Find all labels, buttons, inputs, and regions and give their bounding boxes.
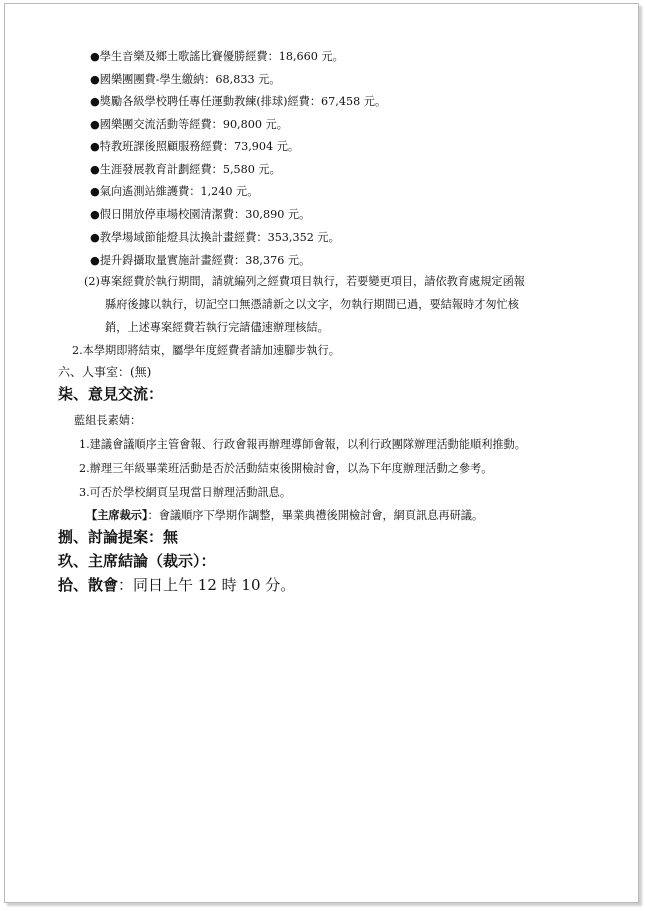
funding-item: ●獎勵各級學校聘任專任運動教練(排球)經費：67,458 元。 bbox=[90, 95, 387, 108]
chair-directive-text: ：會議順序下學期作調整，畢業典禮後開檢討會，網頁訊息再研議。 bbox=[147, 509, 484, 522]
funding-item: ●國樂團團費-學生繳納：68,833 元。 bbox=[90, 73, 281, 86]
section-heading-discussion bbox=[58, 530, 178, 545]
discussion-value: 無 bbox=[163, 528, 179, 546]
funding-item: ●提升鍀攝取量實施計畫經費：38,376 元。 bbox=[90, 254, 311, 267]
speaker-label: 藍組長素婧： bbox=[74, 414, 142, 427]
section-heading-chair-conclusion: 玖、主席結論（裁示）： bbox=[58, 552, 216, 570]
opinion-item: 3.可否於學校網頁呈現當日辦理活動訊息。 bbox=[79, 486, 292, 499]
funding-item: ●學生音樂及鄉土歌謠比賽優勝經費：18,660 元。 bbox=[90, 50, 344, 63]
document-page bbox=[4, 3, 639, 903]
project-note-line: 縣府後據以執行，切記空口無憑請新之以文字，勿執行期間已過，要結報時才匆忙核 bbox=[105, 298, 519, 311]
funding-item: ●生涯發展教育計劃經費：5,580 元。 bbox=[90, 163, 281, 176]
semester-note: 2.本學期即將結束，屬學年度經費者請加速腳步執行。 bbox=[72, 344, 340, 357]
project-note-line: 銷，上述專案經費若執行完請儘速辦理核結。 bbox=[105, 321, 329, 334]
project-note-line: (2)專案經費於執行期間，請就編列之經費項目執行，若要變更項目，請依教育處規定函報 bbox=[84, 275, 525, 288]
opinion-item: 2.辦理三年級畢業班活動是否於活動結束後開檢討會，以為下年度辦理活動之參考。 bbox=[79, 462, 493, 475]
section-heading-adjournment bbox=[58, 578, 295, 593]
opinion-item: 1.建議會議順序主管會報、行政會報再辦理導師會報，以利行政團隊辦理活動能順利推動。 bbox=[79, 438, 526, 451]
section-heading-opinion-exchange: 柒、意見交流： bbox=[58, 385, 164, 403]
adjournment-time: ：同日上午 12 時 10 分。 bbox=[118, 576, 296, 594]
funding-item: ●教學場域節能燈具汰換計畫經費：353,352 元。 bbox=[90, 231, 340, 244]
adjournment-title: 拾、散會 bbox=[58, 576, 119, 594]
personnel-office: 六、人事室：(無) bbox=[58, 365, 152, 379]
funding-item: ●假日開放停車場校園清潔費：30,890 元。 bbox=[90, 208, 311, 221]
chair-directive bbox=[86, 510, 483, 521]
discussion-title: 捌、討論提案： bbox=[58, 528, 164, 546]
chair-directive-label: 【主席裁示】 bbox=[86, 508, 148, 522]
funding-item: ●氣向遙測站維護費：1,240 元。 bbox=[90, 185, 259, 198]
funding-item: ●國樂團交流活動等經費：90,800 元。 bbox=[90, 118, 288, 131]
funding-item: ●特教班課後照顧服務經費：73,904 元。 bbox=[90, 140, 300, 153]
